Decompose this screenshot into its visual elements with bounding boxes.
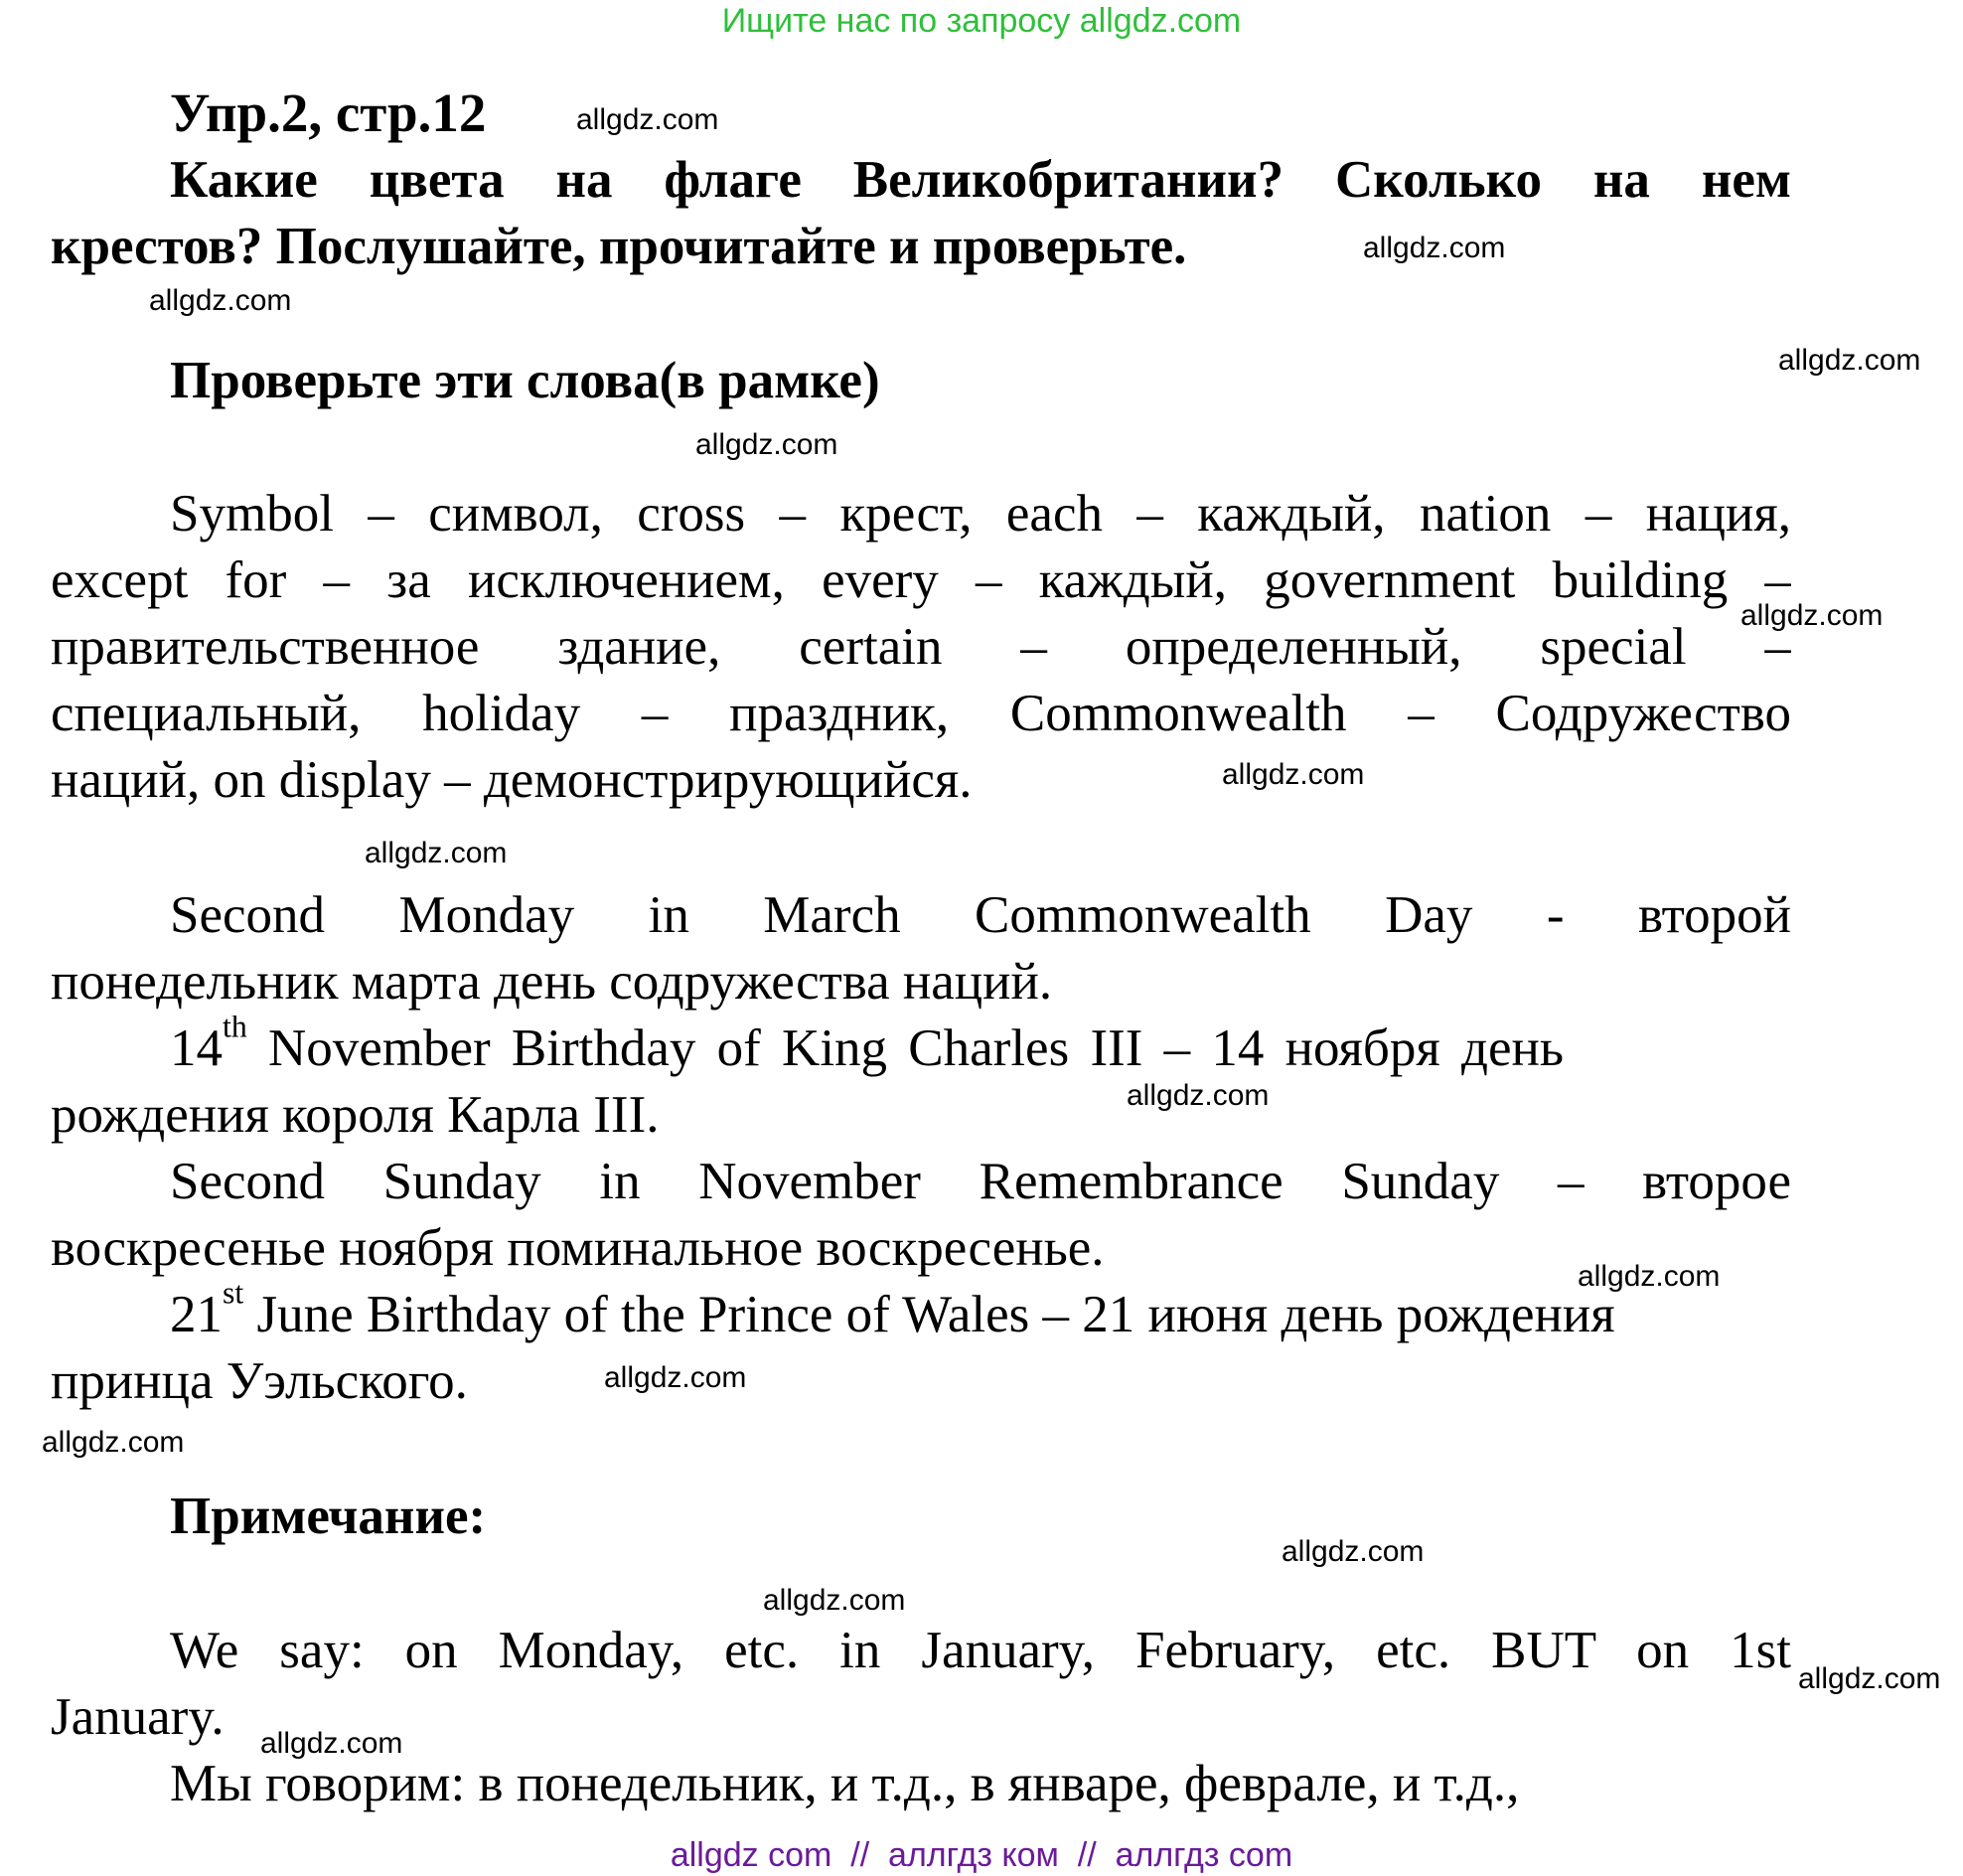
question-line-1: Какие цвета на флаге Великобритании? Сколько на нем xyxy=(170,151,1791,209)
king-day-suffix: th xyxy=(223,1016,247,1044)
note-line-3: Мы говорим: в понедельник, и т.д., в январе, феврале, и т.д., xyxy=(170,1755,1520,1812)
note-line-1: We say: on Monday, etc. in January, February, etc. BUT on 1st xyxy=(170,1622,1791,1679)
prince-birthday-line-2: принца Уэльского. xyxy=(51,1352,468,1410)
watermark: allgdz.com xyxy=(1222,758,1365,791)
king-birthday-line-1 xyxy=(170,1016,1791,1082)
vocab-line-1: Symbol – символ, cross – крест, each – каждый, nation – нация, xyxy=(170,485,1791,543)
prince-birthday-line-1 xyxy=(170,1282,1791,1348)
watermark: allgdz.com xyxy=(149,284,292,317)
remembrance-line-1: Second Sunday in November Remembrance Sunday – второе xyxy=(170,1153,1791,1210)
watermark: allgdz.com xyxy=(763,1584,906,1617)
king-birthday-text: November Birthday of King Charles III – 14 ноября день xyxy=(246,1019,1565,1077)
check-heading: Проверьте эти слова(в рамке) xyxy=(170,352,880,409)
watermark: allgdz.com xyxy=(576,103,719,136)
site-footer: allgdz com // аллгдз ком // аллгдз com xyxy=(670,1836,1293,1874)
watermark: allgdz.com xyxy=(604,1361,747,1394)
king-day-number: 14 xyxy=(170,1019,223,1077)
watermark: allgdz.com xyxy=(1127,1079,1270,1112)
watermark: allgdz.com xyxy=(695,428,838,461)
prince-birthday-text: June Birthday of the Prince of Wales – 21 июня день рождения xyxy=(243,1286,1615,1343)
commonwealth-day-line-1: Second Monday in March Commonwealth Day - второй xyxy=(170,886,1791,944)
vocab-line-3: правительственное здание, certain – определенный, special – xyxy=(51,618,1791,676)
watermark: allgdz.com xyxy=(1282,1535,1425,1568)
watermark: allgdz.com xyxy=(1363,232,1506,264)
vocab-line-4: специальный, holiday – праздник, Commonwealth – Содружество xyxy=(51,685,1791,742)
commonwealth-day-line-2: понедельник марта день содружества наций. xyxy=(51,953,1053,1011)
watermark: allgdz.com xyxy=(1778,344,1921,377)
watermark: allgdz.com xyxy=(42,1426,185,1459)
prince-day-number: 21 xyxy=(170,1286,223,1343)
question-line-2: крестов? Послушайте, прочитайте и проверьте. xyxy=(51,218,1187,275)
note-heading: Примечание: xyxy=(170,1487,487,1545)
note-line-2: January. xyxy=(51,1688,225,1746)
vocab-line-5: наций, on display – демонстрирующийся. xyxy=(51,751,973,809)
watermark: allgdz.com xyxy=(260,1727,403,1760)
site-banner: Ищите нас по запросу allgdz.com xyxy=(721,2,1242,40)
watermark: allgdz.com xyxy=(1798,1662,1941,1695)
watermark: allgdz.com xyxy=(365,837,508,869)
king-birthday-line-2: рождения короля Карла III. xyxy=(51,1086,660,1144)
prince-day-suffix: st xyxy=(223,1282,244,1311)
exercise-title: Упр.2, стр.12 xyxy=(170,82,487,143)
watermark: allgdz.com xyxy=(1740,599,1884,632)
watermark: allgdz.com xyxy=(1578,1260,1721,1293)
remembrance-line-2: воскресенье ноября поминальное воскресенье. xyxy=(51,1219,1105,1277)
vocab-line-2: except for – за исключением, every – каждый, government building – xyxy=(51,551,1791,609)
